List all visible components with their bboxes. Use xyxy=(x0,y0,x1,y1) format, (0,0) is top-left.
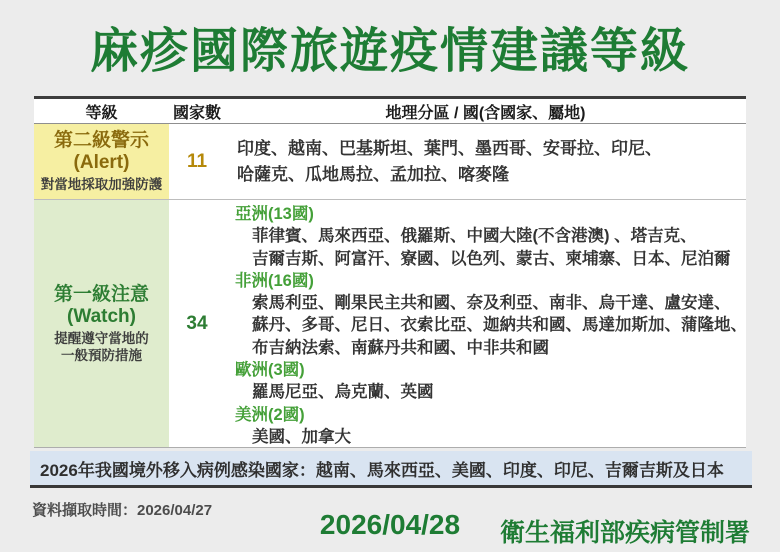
region-americas xyxy=(235,404,746,449)
alert-country-list xyxy=(225,124,746,199)
region-name: 歐洲(3國) xyxy=(235,361,305,380)
alert-level-desc: 對當地採取加強防護 xyxy=(40,177,163,192)
page-title: 麻疹國際旅遊疫情建議等級 xyxy=(89,25,690,78)
alert-level-name-en: (Alert) xyxy=(73,152,130,173)
region-asia xyxy=(235,203,746,270)
watch-level-desc: 提醒遵守當地的 xyxy=(54,330,149,346)
region-countries-line: 蘇丹、多哥、尼日、衣索比亞、迦納共和國、馬達加斯加、蒲隆地、 xyxy=(252,316,747,335)
region-countries-line: 美國、加拿大 xyxy=(252,427,351,446)
region-countries-line: 羅馬尼亞、烏克蘭、英國 xyxy=(252,383,434,402)
header-country-count: 國家數 xyxy=(172,104,221,122)
advisory-table xyxy=(34,96,746,448)
imported-cases-note: 2026年我國境外移入病例感染國家：越南、馬來西亞、美國、印度、印尼、吉爾吉斯及日本 xyxy=(30,451,752,488)
watch-level-desc: 一般預防措施 xyxy=(61,347,142,363)
watch-region-list xyxy=(225,200,746,447)
alert-level-cell xyxy=(34,124,169,199)
region-countries-line: 索馬利亞、剛果民主共和國、奈及利亞、南非、烏干達、盧安達、 xyxy=(252,294,731,313)
alert-countries-line: 印度、越南、巴基斯坦、葉門、墨西哥、安哥拉、印尼、 xyxy=(237,138,662,158)
region-countries-line: 吉爾吉斯、阿富汗、寮國、以色列、蒙古、柬埔寨、日本、尼泊爾 xyxy=(252,249,731,268)
watch-country-count: 34 xyxy=(186,312,208,334)
data-capture-time: 資料擷取時間：2026/04/27 xyxy=(32,502,213,519)
header-level: 等級 xyxy=(85,104,118,122)
table-row-watch xyxy=(34,200,746,448)
region-countries-line: 布吉納法索、南蘇丹共和國、中非共和國 xyxy=(252,338,549,357)
watch-level-cell xyxy=(34,200,169,447)
alert-country-count: 11 xyxy=(186,150,208,172)
region-name: 美洲(2國) xyxy=(235,405,305,424)
region-countries-line: 菲律賓、馬來西亞、俄羅斯、中國大陸(不含港澳) 、塔吉克、 xyxy=(252,227,697,246)
table-header-row xyxy=(34,99,746,124)
region-name: 非洲(16國) xyxy=(235,271,314,290)
header-geo: 地理分區 / 國(含國家、屬地) xyxy=(385,104,586,122)
alert-level-name: 第二級警示 xyxy=(53,130,149,151)
report-date: 2026/04/28 xyxy=(319,509,461,540)
watch-level-name: 第一級注意 xyxy=(53,283,149,305)
watch-level-name-en: (Watch) xyxy=(67,305,136,327)
alert-countries-line: 哈薩克、瓜地馬拉、孟加拉、喀麥隆 xyxy=(237,164,509,184)
region-name: 亞洲(13國) xyxy=(235,205,314,223)
region-africa xyxy=(235,270,746,359)
agency-name: 衛生福利部疾病管制署 xyxy=(499,519,750,547)
region-europe xyxy=(235,359,746,404)
table-row-alert xyxy=(34,124,746,200)
